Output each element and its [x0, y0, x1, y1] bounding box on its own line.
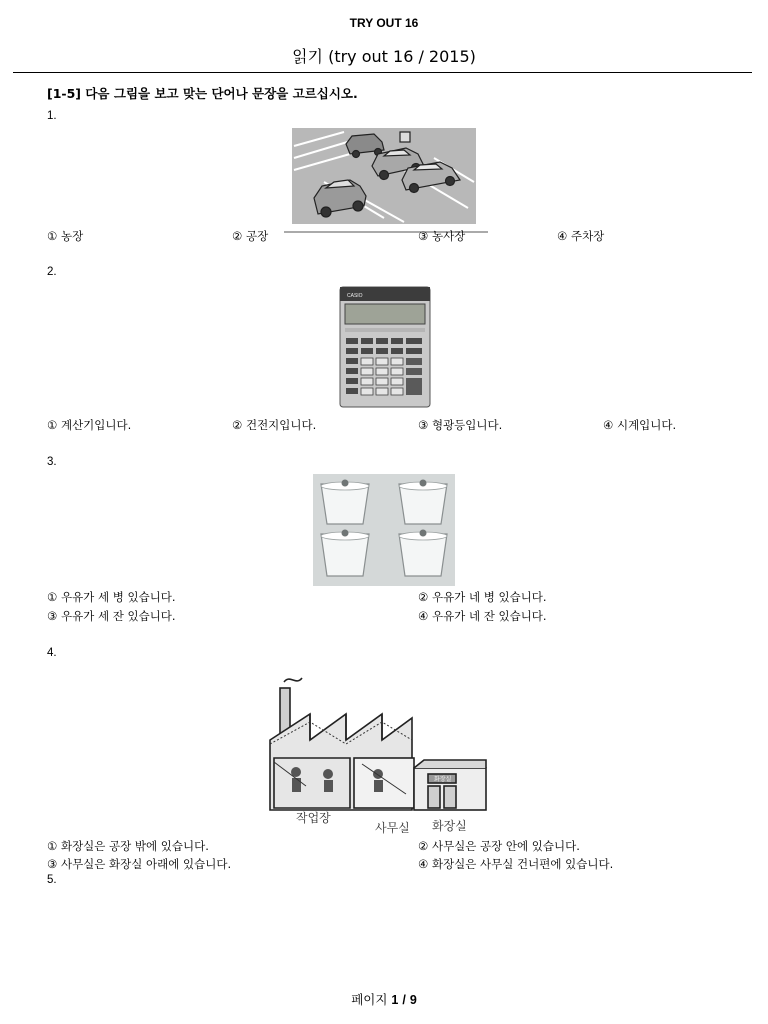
question-number-5: 5.	[47, 874, 57, 886]
q3-option-3[interactable]: ③ 우유가 세 잔 있습니다.	[47, 609, 176, 623]
q2-option-4[interactable]: ④ 시계입니다.	[603, 418, 677, 432]
q1-option-1[interactable]: ① 농장	[47, 229, 84, 243]
label-restroom: 화장실	[432, 819, 467, 833]
factory-image	[266, 674, 492, 812]
q4-option-1[interactable]: ① 화장실은 공장 밖에 있습니다.	[47, 839, 209, 853]
header-divider	[13, 72, 752, 73]
page-footer	[0, 990, 768, 1008]
q2-option-2[interactable]: ② 건전지입니다.	[232, 418, 317, 432]
q3-option-4[interactable]: ④ 우유가 네 잔 있습니다.	[418, 609, 547, 623]
q3-option-2[interactable]: ② 우유가 네 병 있습니다.	[418, 590, 547, 604]
q4-option-4[interactable]: ④ 화장실은 사무실 건너편에 있습니다.	[418, 857, 614, 871]
q2-option-1[interactable]: ① 계산기입니다.	[47, 418, 132, 432]
label-workshop: 작업장	[296, 811, 331, 825]
q4-option-3[interactable]: ③ 사무실은 화장실 아래에 있습니다.	[47, 857, 232, 871]
footer-total-pages: 9	[409, 993, 417, 1007]
exam-header: TRY OUT 16	[349, 16, 419, 30]
question-number-4: 4.	[47, 647, 57, 659]
footer-current-page: 1	[391, 993, 399, 1007]
parking-lot-image	[284, 122, 488, 234]
footer-label: 페이지	[351, 992, 388, 1007]
q2-option-3[interactable]: ③ 형광등입니다.	[418, 418, 503, 432]
label-office: 사무실	[375, 821, 410, 835]
calculator-brand: CASIO	[347, 293, 363, 299]
question-number-2: 2.	[47, 266, 57, 278]
q3-option-1[interactable]: ① 우유가 세 병 있습니다.	[47, 590, 176, 604]
exam-title: 읽기 (try out 16 / 2015)	[292, 47, 476, 66]
calculator-image	[339, 286, 431, 408]
milk-glasses-image	[313, 474, 455, 586]
q1-option-2[interactable]: ② 공장	[232, 229, 269, 243]
question-number-1: 1.	[47, 110, 57, 122]
q1-option-4[interactable]: ④ 주차장	[557, 229, 605, 243]
footer-separator: /	[402, 993, 406, 1007]
section-instruction: [1-5] 다음 그림을 보고 맞는 단어나 문장을 고르십시오.	[47, 86, 358, 101]
restroom-sign: 화장실	[434, 776, 452, 783]
q4-option-2[interactable]: ② 사무실은 공장 안에 있습니다.	[418, 839, 580, 853]
q1-option-3[interactable]: ③ 농사장	[418, 229, 466, 243]
question-number-3: 3.	[47, 456, 57, 468]
